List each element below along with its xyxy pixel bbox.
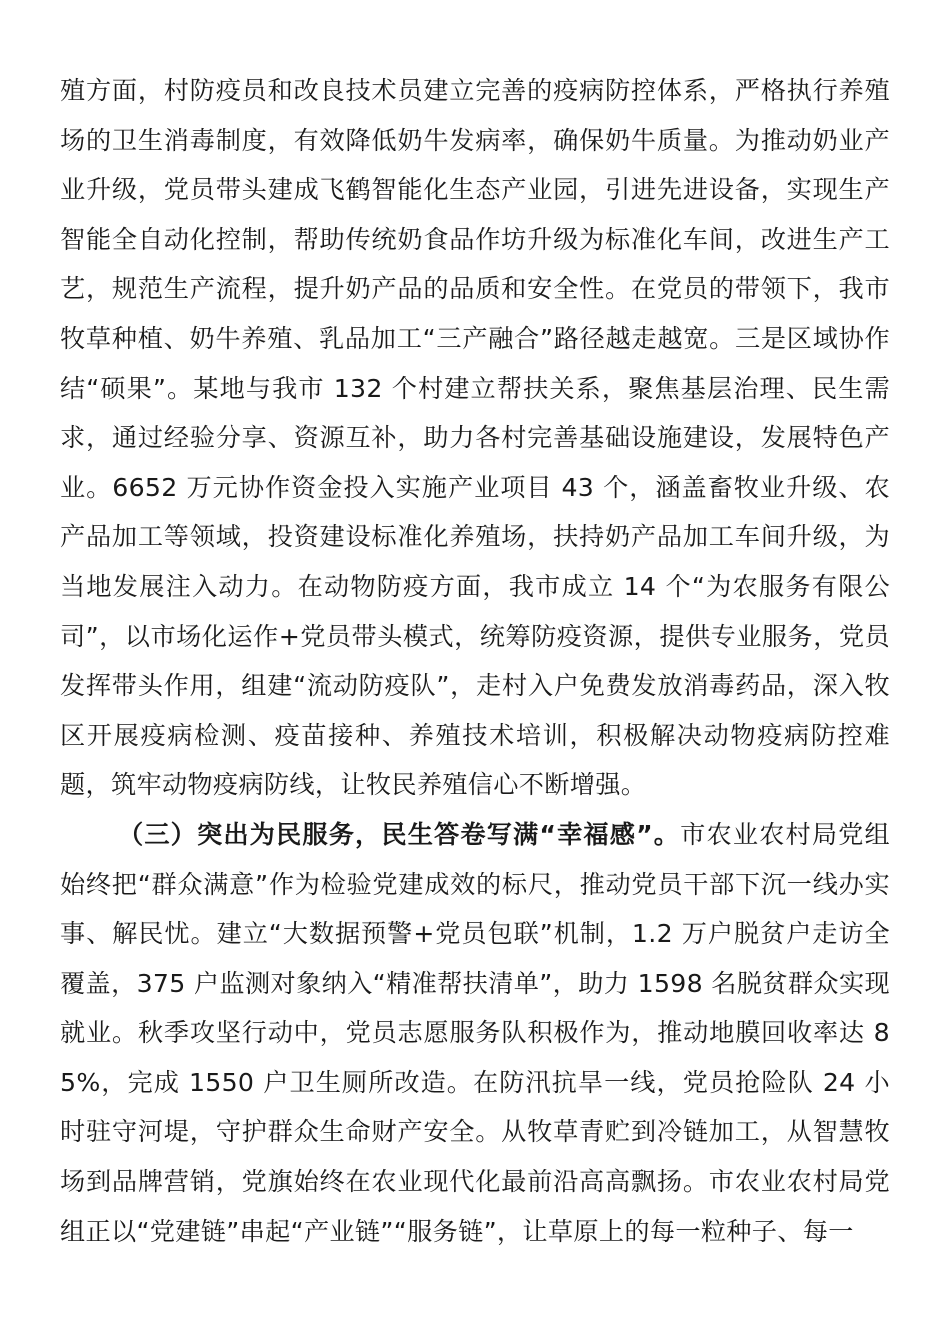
document-body xyxy=(60,66,890,1256)
paragraph-text: 殖方面，村防疫员和改良技术员建立完善的疫病防控体系，严格执行养殖场的卫生消毒制度，有效降低奶牛发病率，确保奶牛质量。为推动奶业产业升级，党员带头建成飞鹤智能化生态产业园，引进先进设备，实现生产智能全自动化控制，帮助传统奶食品作坊升级为标准化车间，改进生产工艺，规范生产流程，提升奶产品的品质和安全性。在党员的带领下，我市牧草种植、奶牛养殖、乳品加工“三产融合”路径越走越宽。三是区域协作结“硕果”。某地与我市 132 个村建立帮扶关系，聚焦基层治理、民生需求，通过经验分享、资源互补，助力各村完善基础设施建设，发展特色产业。6652 万元协作资金投入实施产业项目 43 个，涵盖畜牧业升级、农产品加工等领域，投资建设标准化养殖场，扶持奶产品加工车间升级，为当地发展注入动力。在动物防疫方面，我市成立 14 个“为农服务有限公司”，以市场化运作+党员带头模式，统筹防疫资源，提供专业服务，党员发挥带头作用，组建“流动防疫队”，走村入户免费发放消毒药品，深入牧区开展疫病检测、疫苗接种、养殖技术培训，积极解决动物疫病防控难题，筑牢动物疫病防线，让牧民养殖信心不断增强。 xyxy=(60,76,890,800)
paragraph-people-service xyxy=(60,810,890,1256)
section-heading: （三）突出为民服务，民生答卷写满“幸福感”。 xyxy=(118,819,681,849)
paragraph-text: 市农业农村局党组始终把“群众满意”作为检验党建成效的标尺，推动党员干部下沉一线办实事、解民忧。建立“大数据预警+党员包联”机制，1.2 万户脱贫户走访全覆盖，375 户监测对象纳入“精准帮扶清单”，助力 1598 名脱贫群众实现就业。秋季攻坚行动中，党员志愿服务队积极作为，推动地膜回收率达 85%，完成 1550 户卫生厕所改造。在防汛抗旱一线，党员抢险队 24 小时驻守河堤，守护群众生命财产安全。从牧草青贮到冷链加工，从智慧牧场到品牌营销，党旗始终在农业现代化最前沿高高飘扬。市农业农村局党组正以“党建链”串起“产业链”“服务链”，让草原上的每一粒种子、每一 xyxy=(60,819,890,1246)
paragraph-animal-husbandry xyxy=(60,66,890,810)
